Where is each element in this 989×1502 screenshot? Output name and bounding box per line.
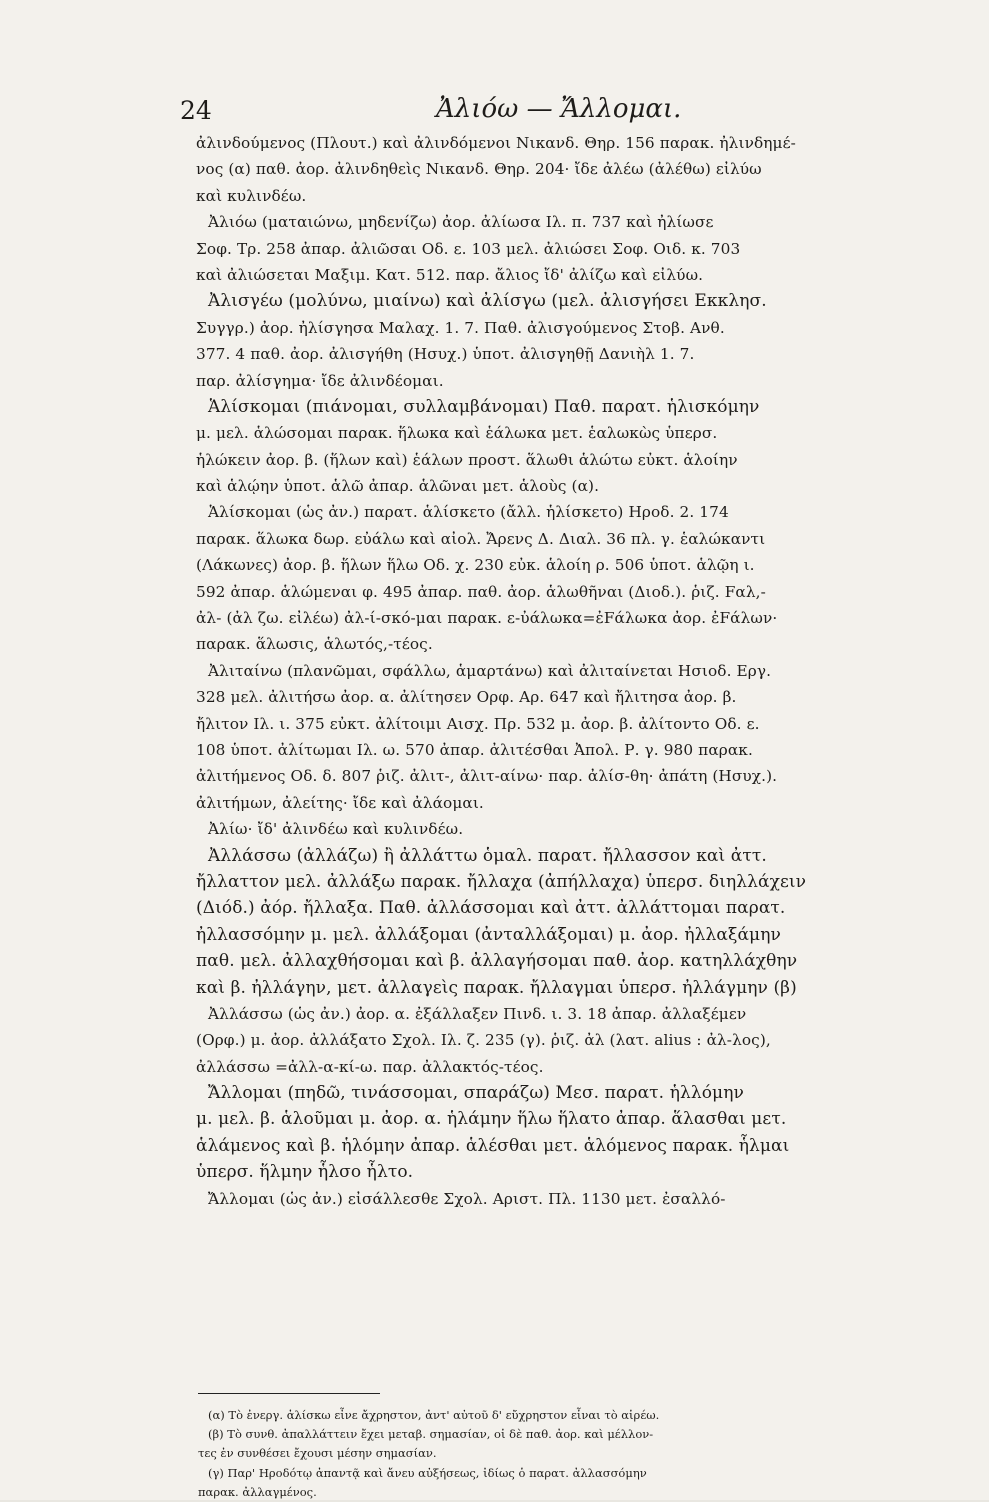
text-line: 108 ὑποτ. ἀλίτωμαι Ιλ. ω. 570 ἀπαρ. ἀλιτέσθαι Ἀπολ. Ρ. γ. 980 παρακ. bbox=[196, 740, 753, 759]
page-number: 24 bbox=[180, 96, 212, 125]
text-line: (Λάκωνες) ἀορ. β. ἥλων ἥλω Οδ. χ. 230 εὐκ. ἁλοίη ρ. 506 ὑποτ. ἁλῷη ι. bbox=[196, 556, 755, 575]
page-header bbox=[178, 96, 898, 128]
text-line: ἀλιτήμων, ἀλείτης· ἴδε καὶ ἀλάομαι. bbox=[196, 793, 484, 812]
text-line: Συγγρ.) ἀορ. ἠλίσγησα Μαλαχ. 1. 7. Παθ. ἀλισγούμενος Στοβ. Ανθ. bbox=[196, 318, 725, 337]
text-line: καὶ ἁλῴην ὑποτ. ἁλῶ ἀπαρ. ἁλῶναι μετ. ἁλοὺς (α). bbox=[196, 477, 600, 496]
text-line: ἡλώκειν ἀορ. β. (ἥλων καὶ) ἑάλων προστ. ἅλωθι ἁλώτω εὐκτ. ἁλοίην bbox=[196, 450, 738, 469]
text-line: Ἀλιταίνω (πλανῶμαι, σφάλλω, ἁμαρτάνω) καὶ ἀλιταίνεται Ησιοδ. Εργ. bbox=[208, 661, 772, 680]
text-line: (Ορφ.) μ. ἀορ. ἀλλάξατο Σχολ. Ιλ. ζ. 235 (γ). ῥιζ. ἀλ (λατ. alius : ἀλ-λος), bbox=[196, 1031, 771, 1050]
footnote-line: (γ) Παρ' Ηροδότῳ ἀπαντᾷ καὶ ἄνευ αὐξήσεως, ἰδίως ὁ παρατ. ἀλλασσόμην bbox=[208, 1465, 647, 1480]
text-line: ἀλλάσσω =ἀλλ-α-κί-ω. παρ. ἀλλακτός-τέος. bbox=[196, 1057, 544, 1076]
text-line: Ἀλλάσσω (ὡς ἀν.) ἀορ. α. ἐξάλλαξεν Πινδ. ι. 3. 18 ἀπαρ. ἀλλαξέμεν bbox=[208, 1004, 747, 1023]
text-line: ἤλλαττον μελ. ἀλλάξω παρακ. ἤλλαχα (ἀπήλλαχα) ὑπερσ. διηλλάχειν bbox=[196, 871, 807, 892]
text-line: καὶ ἀλιώσεται Μαξιμ. Κατ. 512. παρ. ἄλιος ἴδ' ἀλίζω καὶ εἰλύω. bbox=[196, 265, 704, 284]
text-line: μ. μελ. ἁλώσομαι παρακ. ἥλωκα καὶ ἑάλωκα μετ. ἑαλωκὼς ὑπερσ. bbox=[196, 424, 718, 443]
text-line: παρακ. ἅλωσις, ἁλωτός,-τέος. bbox=[196, 635, 433, 654]
text-line: Ἀλιόω (ματαιώνω, μηδενίζω) ἀορ. ἀλίωσα Ιλ. π. 737 καὶ ἠλίωσε bbox=[208, 213, 714, 232]
footnote-line: (α) Τὸ ἐνεργ. ἁλίσκω εἶνε ἄχρηστον, ἀντ' αὐτοῦ δ' εὔχρηστον εἶναι τὸ αἱρέω. bbox=[208, 1408, 660, 1422]
text-line: Ἄλλομαι (πηδῶ, τινάσσομαι, σπαράζω) Μεσ. παρατ. ἡλλόμην bbox=[208, 1083, 744, 1104]
text-line: νος (α) παθ. ἀορ. ἀλινδηθεὶς Νικανδ. Θηρ. 204· ἴδε ἀλέω (ἀλέθω) εἰλύω bbox=[196, 160, 762, 179]
text-line: παρακ. ἅλωκα δωρ. εὐάλω καὶ αἰολ. Ἄρενς Δ. Διαλ. 36 πλ. γ. ἑαλώκαντι bbox=[196, 529, 766, 548]
dictionary-text bbox=[196, 130, 908, 1212]
text-line: Σοφ. Τρ. 258 ἀπαρ. ἀλιῶσαι Οδ. ε. 103 μελ. ἀλιώσει Σοφ. Οιδ. κ. 703 bbox=[196, 239, 741, 258]
footnotes bbox=[198, 1406, 908, 1502]
text-line: καὶ β. ἠλλάγην, μετ. ἀλλαγεὶς παρακ. ἤλλαγμαι ὑπερσ. ἠλλάγμην (β) bbox=[196, 977, 797, 998]
text-line: Ἁλίσκομαι (ὡς ἀν.) παρατ. ἁλίσκετο (ἄλλ. ἡλίσκετο) Ηροδ. 2. 174 bbox=[208, 503, 729, 522]
footnote-line: παρακ. ἀλλαγμένος. bbox=[198, 1484, 317, 1499]
footnote-line: τες ἐν συνθέσει ἔχουσι μέσην σημασίαν. bbox=[198, 1446, 437, 1461]
text-line: μ. μελ. β. ἁλοῦμαι μ. ἀορ. α. ἡλάμην ἥλω ἥλατο ἀπαρ. ἅλασθαι μετ. bbox=[196, 1109, 787, 1130]
text-line: παρ. ἀλίσγημα· ἴδε ἀλινδέομαι. bbox=[196, 371, 444, 390]
text-line: 377. 4 παθ. ἀορ. ἀλισγήθη (Ησυχ.) ὑποτ. ἀλισγηθῇ Δανιὴλ 1. 7. bbox=[196, 345, 695, 364]
text-line: παθ. μελ. ἀλλαχθήσομαι καὶ β. ἀλλαγήσομαι παθ. ἀορ. κατηλλάχθην bbox=[196, 951, 798, 972]
text-line: Ἁλίσκομαι (πιάνομαι, συλλαμβάνομαι) Παθ. παρατ. ἡλισκόμην bbox=[208, 396, 760, 417]
text-line: Ἀλισγέω (μολύνω, μιαίνω) καὶ ἀλίσγω (μελ. ἀλισγήσει Εκκλησ. bbox=[208, 291, 767, 312]
text-line: (Διόδ.) ἀόρ. ἤλλαξα. Παθ. ἀλλάσσομαι καὶ ἀττ. ἀλλάττομαι παρατ. bbox=[196, 898, 786, 919]
text-line: Ἀλλάσσω (ἀλλάζω) ἢ ἀλλάττω ὁμαλ. παρατ. ἤλλασσον καὶ ἀττ. bbox=[208, 845, 767, 866]
footnote-line: (β) Τὸ συνθ. ἀπαλλάττειν ἔχει μεταβ. σημασίαν, οἱ δὲ παθ. ἀορ. καὶ μέλλον- bbox=[208, 1427, 654, 1442]
text-line: ἤλιτον Ιλ. ι. 375 εὐκτ. ἀλίτοιμι Αισχ. Πρ. 532 μ. ἀορ. β. ἀλίτοντο Οδ. ε. bbox=[196, 714, 760, 733]
text-line: ἠλλασσόμην μ. μελ. ἀλλάξομαι (ἀνταλλάξομαι) μ. ἀορ. ἠλλαξάμην bbox=[196, 924, 781, 945]
text-line: Ἀλίω· ἴδ' ἀλινδέω καὶ κυλινδέω. bbox=[208, 820, 464, 839]
text-line: 592 ἀπαρ. ἁλώμεναι φ. 495 ἀπαρ. παθ. ἀορ. ἁλωθῆναι (Διοδ.). ῥιζ. Fαλ,- bbox=[196, 582, 766, 601]
running-head: Ἀλιόω — Ἄλλομαι. bbox=[436, 94, 682, 124]
text-line: Ἄλλομαι (ὡς ἀν.) εἰσάλλεσθε Σχολ. Αριστ. Πλ. 1130 μετ. ἐσαλλό- bbox=[208, 1189, 726, 1208]
text-line: καὶ κυλινδέω. bbox=[196, 186, 307, 205]
text-line: ἀλιτήμενος Οδ. δ. 807 ῥιζ. ἀλιτ-, ἀλιτ-αίνω· παρ. ἀλίσ-θη· ἀπάτη (Ησυχ.). bbox=[196, 767, 778, 786]
text-line: 328 μελ. ἀλιτήσω ἀορ. α. ἀλίτησεν Ορφ. Αρ. 647 καὶ ἤλιτησα ἀορ. β. bbox=[196, 688, 737, 707]
text-line: ἀλ- (ἀλ ζω. εἰλέω) ἀλ-ί-σκό-μαι παρακ. ε-ὐάλωκα=ἐFάλωκα ἀορ. ἐFάλων· bbox=[196, 609, 778, 628]
text-line: ἀλινδούμενος (Πλουτ.) καὶ ἀλινδόμενοι Νικανδ. Θηρ. 156 παρακ. ἠλινδημέ- bbox=[196, 134, 796, 152]
text-line: ὑπερσ. ἥλμην ἧλσο ἧλτο. bbox=[196, 1162, 414, 1183]
text-line: ἁλάμενος καὶ β. ἡλόμην ἀπαρ. ἁλέσθαι μετ. ἁλόμενος παρακ. ἧλμαι bbox=[196, 1135, 790, 1156]
footnote-rule bbox=[198, 1393, 380, 1394]
